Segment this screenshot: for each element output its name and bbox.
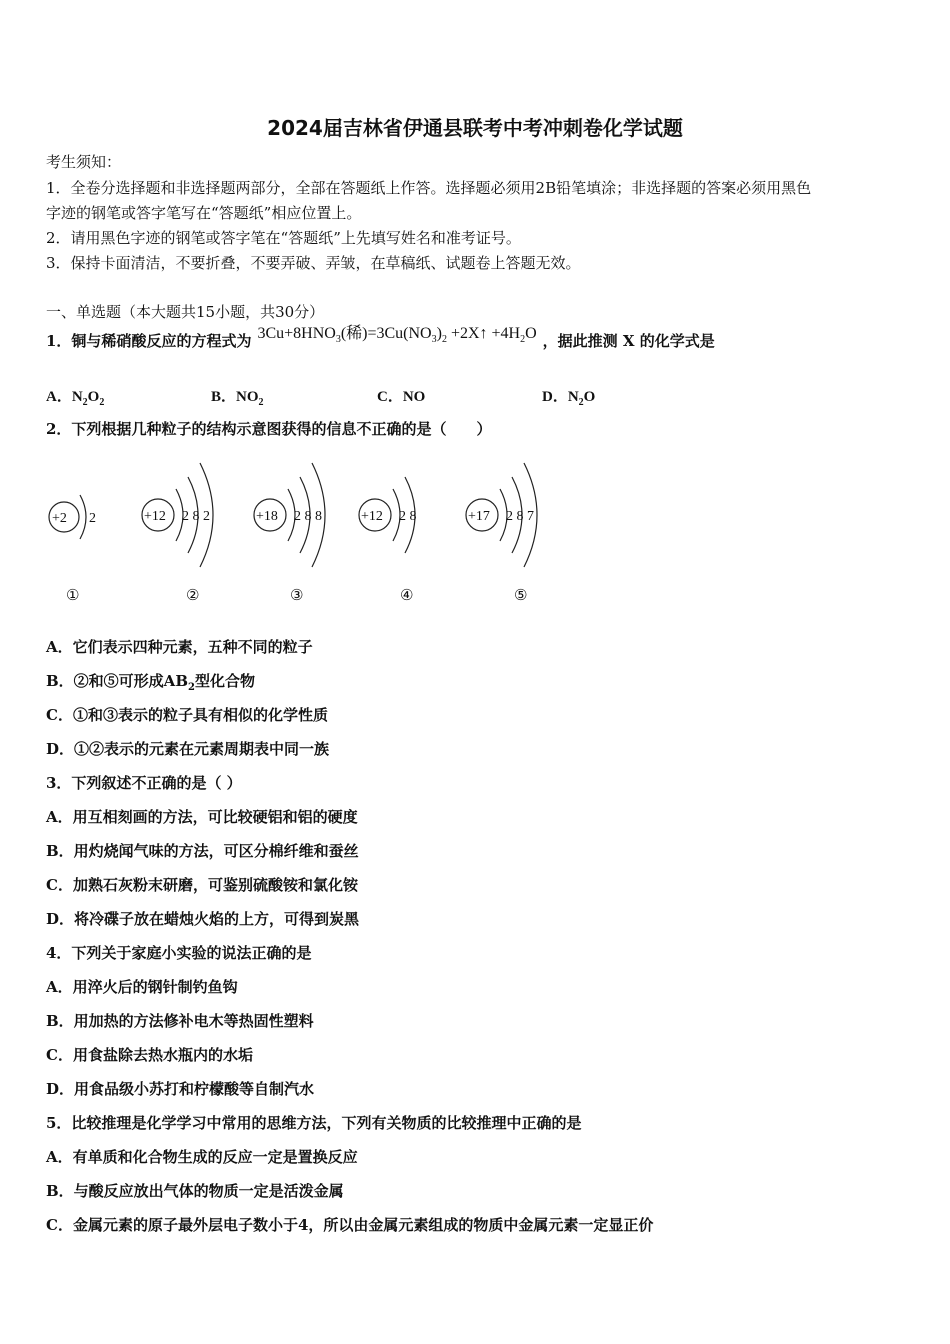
option-a: A．用互相刻画的方法，可比较硬铝和铝的硬度 bbox=[46, 808, 358, 826]
option-c: C．用食盐除去热水瓶内的水垢 bbox=[46, 1046, 253, 1064]
question-3-stem: 3．下列叙述不正确的是（ ） bbox=[46, 774, 242, 792]
question-2-stem: 2．下列根据几种粒子的结构示意图获得的信息不正确的是（ ） bbox=[46, 420, 492, 438]
option-b: B．与酸反应放出气体的物质一定是活泼金属 bbox=[46, 1182, 344, 1200]
nucleus-2: +12 bbox=[144, 509, 166, 524]
option-c: C．金属元素的原子最外层电子数小于4，所以由金属元素组成的物质中金属元素一定显正价 bbox=[46, 1216, 654, 1234]
shells-4: 2 8 bbox=[399, 509, 417, 524]
atomic-structure-diagram bbox=[40, 455, 600, 615]
option-b: B．用加热的方法修补电木等热固性塑料 bbox=[46, 1012, 314, 1030]
shells-1: 2 bbox=[89, 511, 96, 526]
shells-3: 2 8 8 bbox=[294, 509, 322, 524]
nucleus-4: +12 bbox=[361, 509, 383, 524]
notice-heading: 考生须知： bbox=[46, 153, 122, 171]
option-a: A．有单质和化合物生成的反应一定是置换反应 bbox=[46, 1148, 358, 1166]
chemical-equation: $3Cu+8HNO_3$(稀)$=3Cu(NO_3)_2$ +2X↑ $+4H_2O$ bbox=[257, 325, 537, 346]
label-4: ④ bbox=[400, 586, 414, 604]
option-c: C．①和③表示的粒子具有相似的化学性质 bbox=[46, 706, 328, 724]
shells-5: 2 8 7 bbox=[506, 509, 534, 524]
option-a: A．用淬火后的钢针制钓鱼钩 bbox=[46, 978, 238, 996]
question-1-suffix: ，据此推测 X 的化学式是 bbox=[542, 332, 715, 350]
option-a: A．它们表示四种元素，五种不同的粒子 bbox=[46, 638, 313, 656]
label-5: ⑤ bbox=[514, 586, 528, 604]
option-a: A．$N_2O_2$ bbox=[46, 389, 105, 408]
option-c: C．加熟石灰粉末研磨，可鉴别硫酸铵和氯化铵 bbox=[46, 876, 358, 894]
question-4-stem: 4．下列关于家庭小实验的说法正确的是 bbox=[46, 944, 312, 962]
page-title: 2024届吉林省伊通县联考中考冲刺卷化学试题 bbox=[267, 116, 683, 140]
option-c: C．NO bbox=[377, 389, 426, 405]
option-d: D．用食品级小苏打和柠檬酸等自制汽水 bbox=[46, 1080, 315, 1098]
nucleus-3: +18 bbox=[256, 509, 278, 524]
nucleus-5: +17 bbox=[468, 509, 490, 524]
label-1: ① bbox=[66, 586, 80, 604]
option-d: D．①②表示的元素在元素周期表中同一族 bbox=[46, 740, 330, 758]
option-d: D．将冷碟子放在蜡烛火焰的上方，可得到炭黑 bbox=[46, 910, 360, 928]
notice-item: 1．全卷分选择题和非选择题两部分，全部在答题纸上作答。选择题必须用2B铅笔填涂；非选择题的答案必须用黑色 bbox=[46, 179, 812, 197]
option-b: B．用灼烧闻气味的方法，可区分棉纤维和蚕丝 bbox=[46, 842, 359, 860]
option-d: D．$N_2O$ bbox=[542, 389, 596, 408]
notice-item: 2．请用黑色字迹的钢笔或答字笔在“答题纸”上先填写姓名和准考证号。 bbox=[46, 229, 521, 247]
notice-item: 3．保持卡面清洁，不要折叠，不要弄破、弄皱，在草稿纸、试题卷上答题无效。 bbox=[46, 254, 581, 272]
label-2: ② bbox=[186, 586, 200, 604]
option-b: B．$NO_2$ bbox=[211, 389, 264, 408]
notice-item: 字迹的钢笔或答字笔写在“答题纸”相应位置上。 bbox=[46, 204, 362, 222]
option-b: B．②和⑤可形成$AB_2$型化合物 bbox=[46, 672, 255, 693]
nucleus-1: +2 bbox=[52, 511, 67, 526]
shells-2: 2 8 2 bbox=[182, 509, 210, 524]
question-5-stem: 5．比较推理是化学学习中常用的思维方法，下列有关物质的比较推理中正确的是 bbox=[46, 1114, 582, 1132]
section-heading: 一、单选题（本大题共15小题，共30分） bbox=[46, 303, 325, 321]
question-1-prefix: 1．铜与稀硝酸反应的方程式为 bbox=[46, 332, 252, 350]
label-3: ③ bbox=[290, 586, 304, 604]
question-1 bbox=[46, 325, 715, 353]
